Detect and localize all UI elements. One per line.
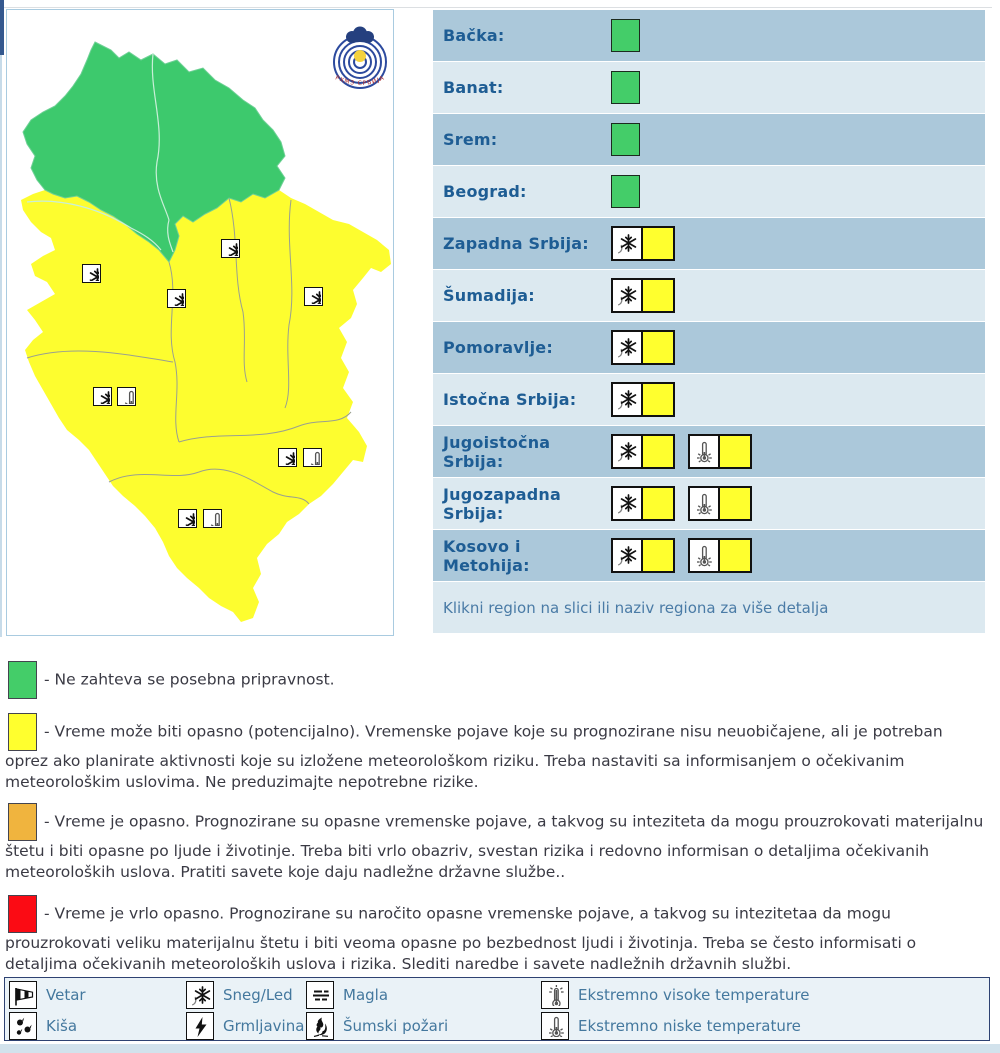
legend-item-fog — [306, 981, 541, 1009]
region-row-zapadna-srbija[interactable] — [433, 218, 985, 269]
severity-legend-orange — [5, 803, 990, 883]
high-temperature-icon — [541, 981, 569, 1009]
severity-legend-red — [5, 895, 990, 975]
low-temperature-icon — [690, 540, 720, 571]
snow-ice-icon — [613, 436, 643, 467]
yellow-level-square — [643, 384, 673, 415]
snow-ice-icon — [613, 540, 643, 571]
severity-legend-yellow — [5, 713, 990, 793]
snow-ice-icon — [613, 488, 643, 519]
yellow-legend-square — [8, 713, 37, 751]
map-marker-low-temperature-icon — [303, 448, 322, 467]
region-label[interactable]: Srem: — [443, 130, 498, 149]
region-label[interactable]: Zapadna Srbija: — [443, 234, 589, 253]
svg-text:РХМЗ СРБИЈА — [334, 74, 386, 87]
legend-item-forest-fire — [306, 1012, 541, 1040]
region-row-kosovo-i-metohija[interactable] — [433, 530, 985, 581]
phenomena-legend-table — [4, 977, 990, 1041]
snow-ice-icon — [613, 332, 643, 363]
region-label[interactable]: Istočna Srbija: — [443, 390, 577, 409]
legend-label: Vetar — [46, 985, 86, 1004]
map-marker-snow-ice-icon — [221, 239, 240, 258]
region-label[interactable]: Bačka: — [443, 26, 505, 45]
legend-label: Ekstremno visoke temperature — [578, 985, 810, 1004]
red-legend-square — [8, 895, 37, 933]
legend-label: Kiša — [46, 1016, 78, 1035]
warning-snow-ice-yellow — [611, 330, 675, 365]
region-row-sumadija[interactable] — [433, 270, 985, 321]
low-temperature-icon — [690, 488, 720, 519]
legend-label: Magla — [343, 985, 389, 1004]
severity-legend-green — [5, 661, 990, 699]
warning-low-temperature-yellow — [688, 434, 752, 469]
map-marker-snow-ice-icon — [167, 289, 186, 308]
region-row-beograd[interactable] — [433, 166, 985, 217]
warning-low-temperature-yellow — [688, 538, 752, 573]
legend-label: Grmljavina — [223, 1016, 305, 1035]
green-level-square — [611, 123, 640, 156]
green-level-square — [611, 175, 640, 208]
map-marker-snow-ice-icon — [304, 287, 323, 306]
green-level-square — [611, 71, 640, 104]
warning-snow-ice-yellow — [611, 486, 675, 521]
severity-legend-orange-text: - Vreme je opasno. Prognozirane su opasne vremenske pojave, a takvog su inteziteta da mogu prouzrokovati materijalnu štetu i biti opasne po ljude i životinje. Treba biti vrlo obazriv, svestan rizika i redovno informisan o detaljima očekivanih meteoroloških uslova. Pratiti savete koje daju nadležne državne službe.. — [5, 812, 984, 881]
yellow-level-square — [643, 332, 673, 363]
yellow-level-square — [643, 280, 673, 311]
map-click-note-text: Klikni region na slici ili naziv regiona za više detalja — [443, 598, 829, 617]
page-left-notch — [0, 0, 4, 55]
legend-label: Ekstremno niske temperature — [578, 1016, 801, 1035]
map-click-note — [433, 582, 985, 633]
legend-item-thunderstorm — [186, 1012, 306, 1040]
legend-item-rain — [9, 1012, 186, 1040]
snow-ice-icon — [613, 280, 643, 311]
logo-sun — [354, 50, 366, 62]
low-temperature-icon — [541, 1012, 569, 1040]
rhmz-logo — [327, 24, 393, 94]
region-row-banat[interactable] — [433, 62, 985, 113]
region-row-istocna-srbija[interactable] — [433, 374, 985, 425]
map-marker-snow-ice-icon — [278, 448, 297, 467]
legend-label: Šumski požari — [343, 1016, 449, 1035]
map-marker-snow-ice-icon — [178, 509, 197, 528]
yellow-level-square — [643, 540, 673, 571]
region-label[interactable]: Kosovo i Metohija: — [443, 536, 530, 575]
wind-icon — [9, 981, 37, 1009]
green-legend-square — [8, 661, 37, 699]
logo-text: РХМЗ СРБИЈА — [334, 74, 386, 88]
thunderstorm-icon — [186, 1012, 214, 1040]
orange-legend-square — [8, 803, 37, 841]
map-marker-snow-ice-icon — [82, 264, 101, 283]
map-marker-low-temperature-icon — [203, 509, 222, 528]
serbia-warning-map[interactable] — [6, 9, 394, 636]
warning-snow-ice-yellow — [611, 382, 675, 417]
legend-item-low-temperature — [541, 1012, 989, 1040]
severity-legend-yellow-text: - Vreme može biti opasno (potencijalno). Vremenske pojave koje su prognozirane nisu neuobičajene, ali je potreban oprez ako planirate aktivnosti koje su izložene meteorološkom riziku. Treba nastaviti sa informisanjem o očekivanim meteorološkim uslovima. Ne preduzimajte nepotrebne rizike. — [5, 722, 943, 791]
warning-snow-ice-yellow — [611, 434, 675, 469]
forest-fire-icon — [306, 1012, 334, 1040]
warning-low-temperature-yellow — [688, 486, 752, 521]
snow-ice-icon — [613, 228, 643, 259]
yellow-level-square — [643, 228, 673, 259]
legend-item-wind — [9, 981, 186, 1009]
page-bottom-band — [0, 1044, 1000, 1053]
severity-legend-red-text: - Vreme je vrlo opasno. Prognozirane su naročito opasne vremenske pojave, a takvog su intezitetaa da mogu prouzrokovati veliku materijalnu štetu i biti veoma opasne po bezbednost ljudi i životinja. Treba se često informisati o detaljima očekivanih meteoroloških uslova i rizika. Slediti naredbe i savete nadležnih državnih službi. — [5, 904, 917, 973]
region-row-pomoravlje[interactable] — [433, 322, 985, 373]
yellow-level-square — [643, 488, 673, 519]
warning-snow-ice-yellow — [611, 538, 675, 573]
region-label[interactable]: Pomoravlje: — [443, 338, 553, 357]
warning-snow-ice-yellow — [611, 226, 675, 261]
region-label[interactable]: Jugozapadna Srbija: — [443, 484, 561, 523]
map-marker-snow-ice-icon — [93, 387, 112, 406]
yellow-level-square — [720, 436, 750, 467]
yellow-level-square — [643, 436, 673, 467]
snow-ice-icon — [186, 981, 214, 1009]
map-marker-low-temperature-icon — [117, 387, 136, 406]
legend-item-snow-ice — [186, 981, 306, 1009]
severity-legend-green-text: - Ne zahteva se posebna pripravnost. — [44, 670, 335, 688]
page-top-divider — [0, 7, 992, 8]
region-label[interactable]: Šumadija: — [443, 286, 535, 305]
region-label[interactable]: Beograd: — [443, 182, 527, 201]
green-level-square — [611, 19, 640, 52]
region-label[interactable]: Banat: — [443, 78, 504, 97]
region-warning-table — [433, 10, 985, 634]
logo-cloud — [346, 27, 374, 44]
warning-snow-ice-yellow — [611, 278, 675, 313]
region-row-backa[interactable] — [433, 10, 985, 61]
region-row-jugozapadna-srbija[interactable] — [433, 478, 985, 529]
legend-label: Sneg/Led — [223, 985, 293, 1004]
low-temperature-icon — [690, 436, 720, 467]
yellow-level-square — [720, 540, 750, 571]
region-label[interactable]: Jugoistočna Srbija: — [443, 432, 551, 471]
legend-item-high-temperature — [541, 981, 989, 1009]
rain-icon — [9, 1012, 37, 1040]
page-left-edge — [0, 55, 2, 637]
fog-icon — [306, 981, 334, 1009]
region-row-jugoistocna-srbija[interactable] — [433, 426, 985, 477]
snow-ice-icon — [613, 384, 643, 415]
yellow-level-square — [720, 488, 750, 519]
region-row-srem[interactable] — [433, 114, 985, 165]
serbia-map-graphic[interactable] — [7, 10, 391, 633]
